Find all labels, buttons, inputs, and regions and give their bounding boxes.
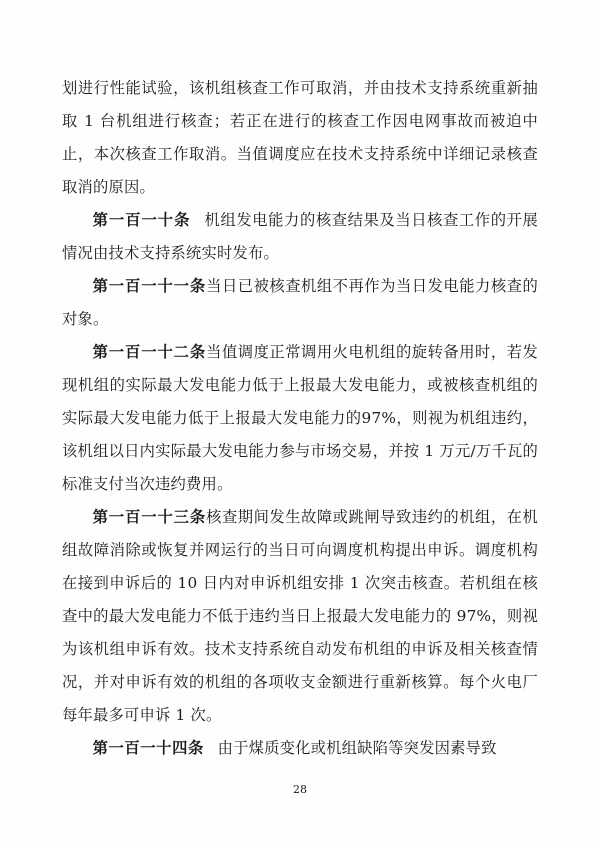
paragraph-text: 当日已被核查机组不再作为当日发电能力核查的对象。 [62,277,538,328]
article-label-114: 第一百一十四条 [92,739,204,757]
page-number: 28 [293,783,307,796]
article-label-112: 第一百一十二条 [92,343,207,361]
article-label-111: 第一百一十一条 [92,277,207,295]
paragraph-text: 核查期间发生故障或跳闸导致违约的机组，在机组故障消除或恢复并网运行的当日可向调度机构提出申诉。调度机构在接到申诉后的 10 日内对申诉机组安排 1 次突击核查。若机组在核查中的最大发电能力不低于违约当日上报最大发电能力的 97%，则视为该机组申诉有效。技术支持系统自动发布机组的申诉及相关核查情况，并对申诉有效的机组的各项收支金额进行重新核算。每个火电厂每年最多可申诉 1 次。 [62,508,538,724]
page-body [62,72,538,765]
paragraph-text: 当值调度正常调用火电机组的旋转备用时，若发现机组的实际最大发电能力低于上报最大发电能力，或被核查机组的实际最大发电能力低于上报最大发电能力的97%，则视为机组违约，该机组以日内实际最大发电能力参与市场交易，并按 1 万元/万千瓦的标准支付当次违约费用。 [62,343,538,493]
paragraph-article-112 [62,336,538,501]
article-label-113: 第一百一十三条 [92,508,207,526]
paragraph-text: 划进行性能试验，该机组核查工作可取消，并由技术支持系统重新抽取 1 台机组进行核查；若正在进行的核查工作因电网事故而被迫中止，本次核查工作取消。当值调度应在技术支持系统中详细记录核查取消的原因。 [62,79,538,196]
paragraph-article-110 [62,204,538,270]
paragraph-article-114 [62,732,538,765]
paragraph-text: 机组发电能力的核查结果及当日核查工作的开展情况由技术支持系统实时发布。 [62,211,539,262]
paragraph-continued [62,72,538,204]
paragraph-text: 由于煤质变化或机组缺陷等突发因素导致 [217,739,497,757]
paragraph-article-113 [62,501,538,732]
article-label-110: 第一百一十条 [92,211,191,229]
paragraph-article-111 [62,270,538,336]
